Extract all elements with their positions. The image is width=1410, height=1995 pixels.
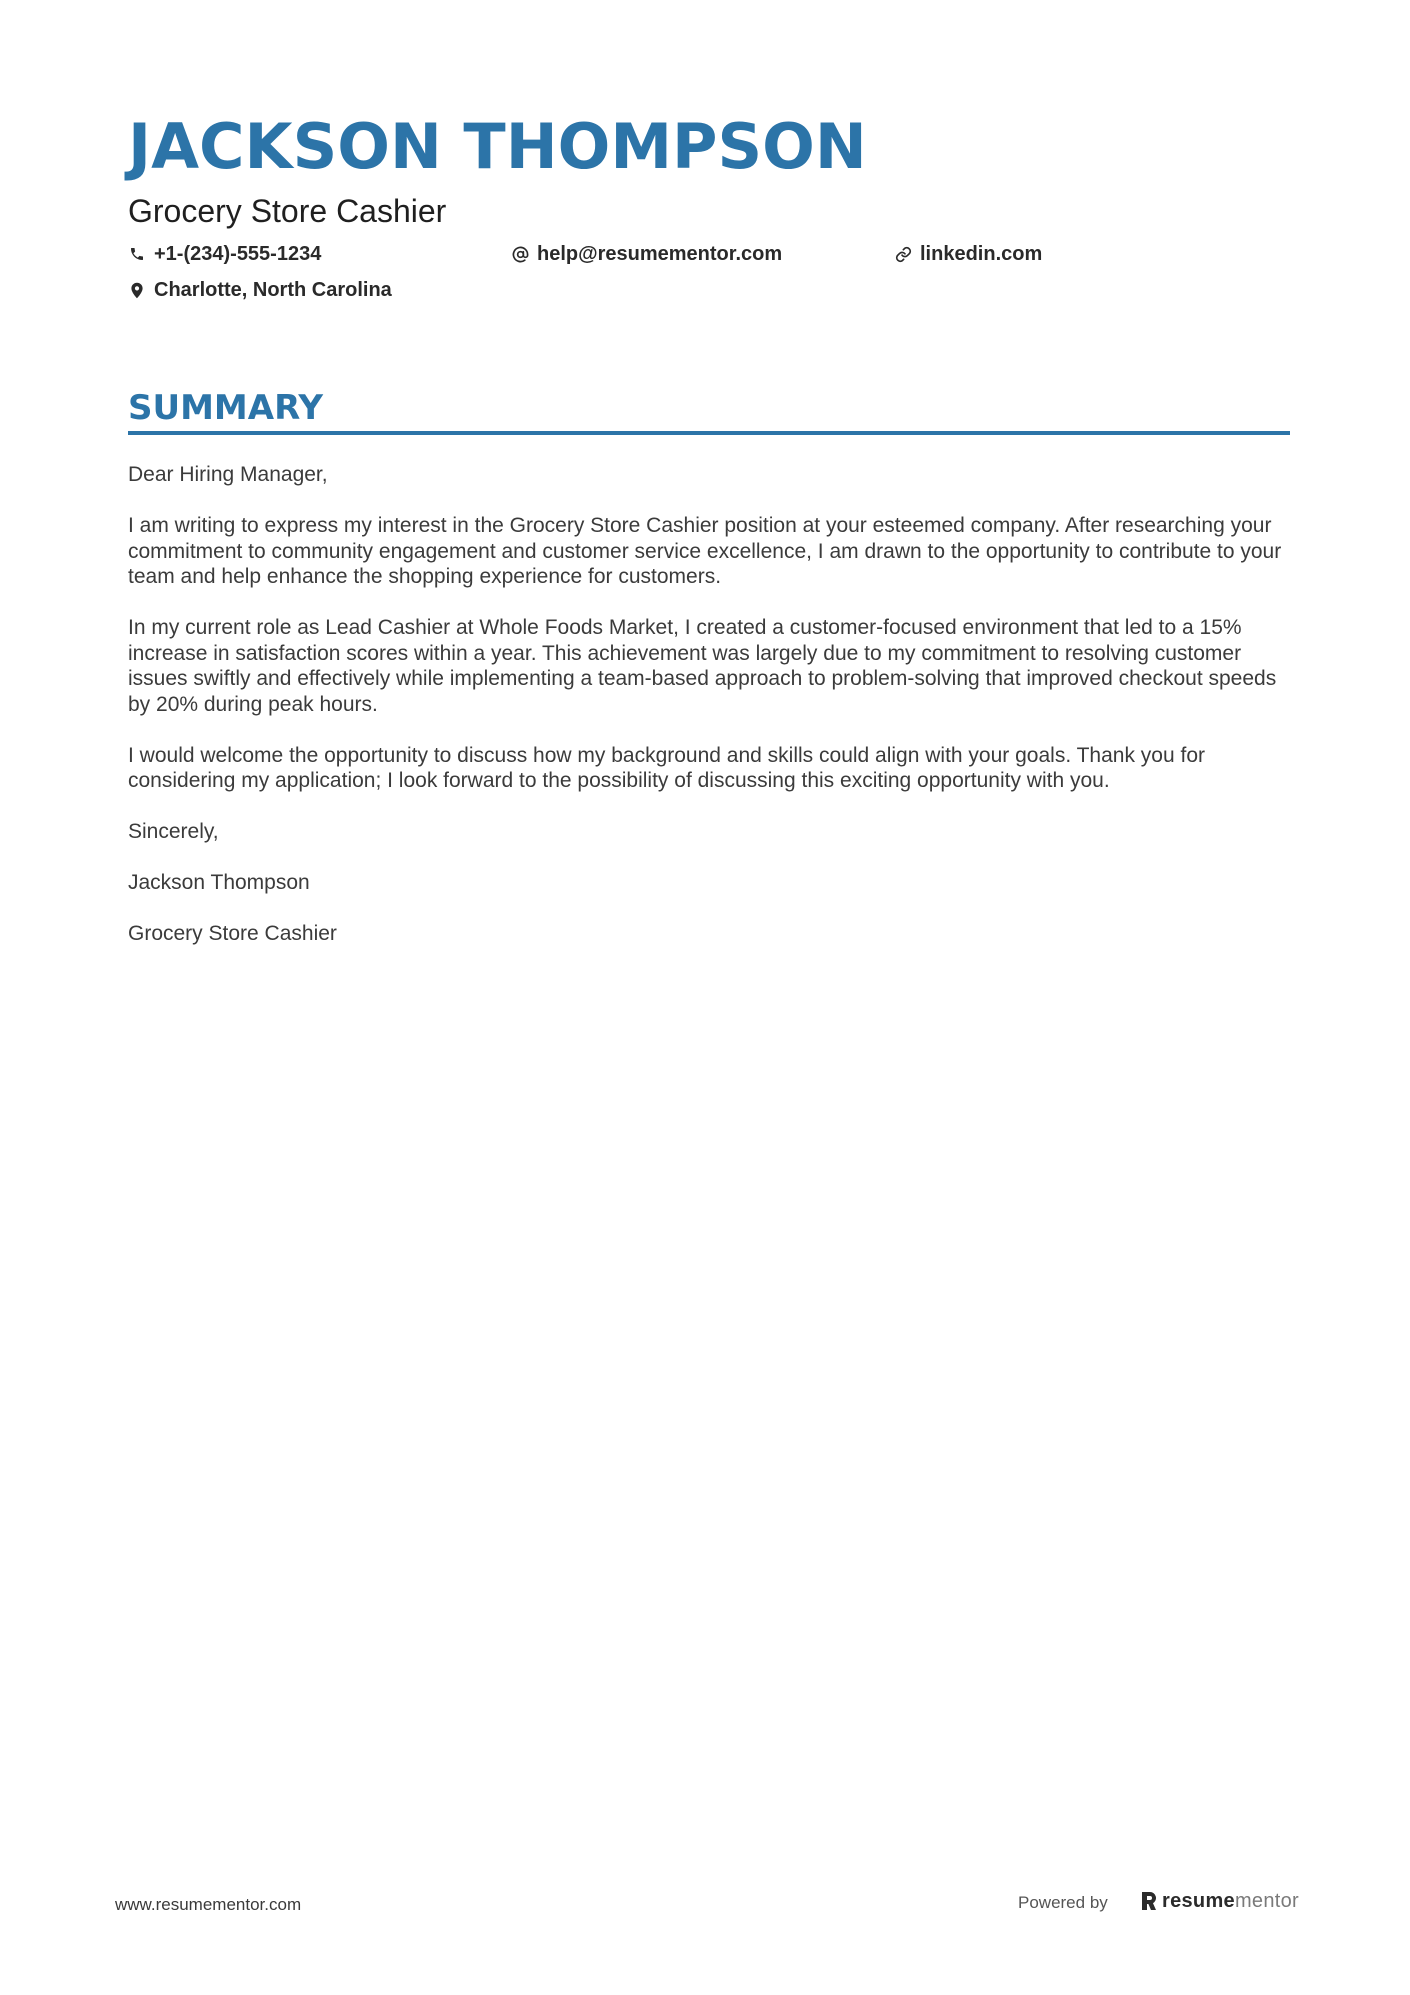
section-divider [128,431,1290,435]
at-sign-icon [511,245,529,263]
cover-letter-body [128,462,1290,972]
resumementor-logo-icon [1140,1890,1158,1912]
letter-paragraph: In my current role as Lead Cashier at Whole Foods Market, I created a customer-focused environment that led to a 15% increase in satisfaction scores within a year. This achievement was largely due to my commitment to resolving customer issues swiftly and effectively while implementing a team-based approach to problem-solving that improved checkout speeds by 20% during peak hours. [128,616,1277,716]
section-title-summary: SUMMARY [128,388,324,428]
letter-greeting: Dear Hiring Manager, [128,463,328,486]
signature-name: Jackson Thompson [128,871,310,894]
phone-text: +1-(234)-555-1234 [154,243,322,265]
contact-location [128,277,392,303]
contact-phone[interactable] [128,241,321,267]
link-icon [894,245,912,263]
contact-email[interactable] [511,241,782,267]
email-text: help@resumementor.com [537,243,783,265]
job-title: Grocery Store Cashier [128,193,447,229]
letter-closing: Sincerely, [128,820,219,843]
resumementor-logo[interactable] [1140,1888,1299,1914]
location-pin-icon [128,281,146,299]
powered-by-label: Powered by [1018,1893,1108,1912]
footer-website-link[interactable]: www.resumementor.com [115,1895,302,1914]
candidate-name: JACKSON THOMPSON [128,110,867,183]
letter-paragraph: I am writing to express my interest in the Grocery Store Cashier position at your esteemed company. After researching your commitment to community engagement and customer service excellence, I am drawn to the opportunity to contribute to your team and help enhance the shopping experience for customers. [128,514,1282,588]
brand-light-text: mentor [1234,1890,1299,1912]
phone-icon [128,245,146,263]
contact-website[interactable] [894,241,1042,267]
signature-title: Grocery Store Cashier [128,922,337,945]
letter-paragraph: I would welcome the opportunity to discuss how my background and skills could align with your goals. Thank you for considering my application; I look forward to the possibility of discussing this exciting opportunity with you. [128,743,1206,792]
brand-bold-text: resume [1162,1890,1235,1912]
website-text: linkedin.com [920,243,1043,265]
location-text: Charlotte, North Carolina [154,279,392,301]
resumementor-logo-text [1162,1888,1299,1914]
